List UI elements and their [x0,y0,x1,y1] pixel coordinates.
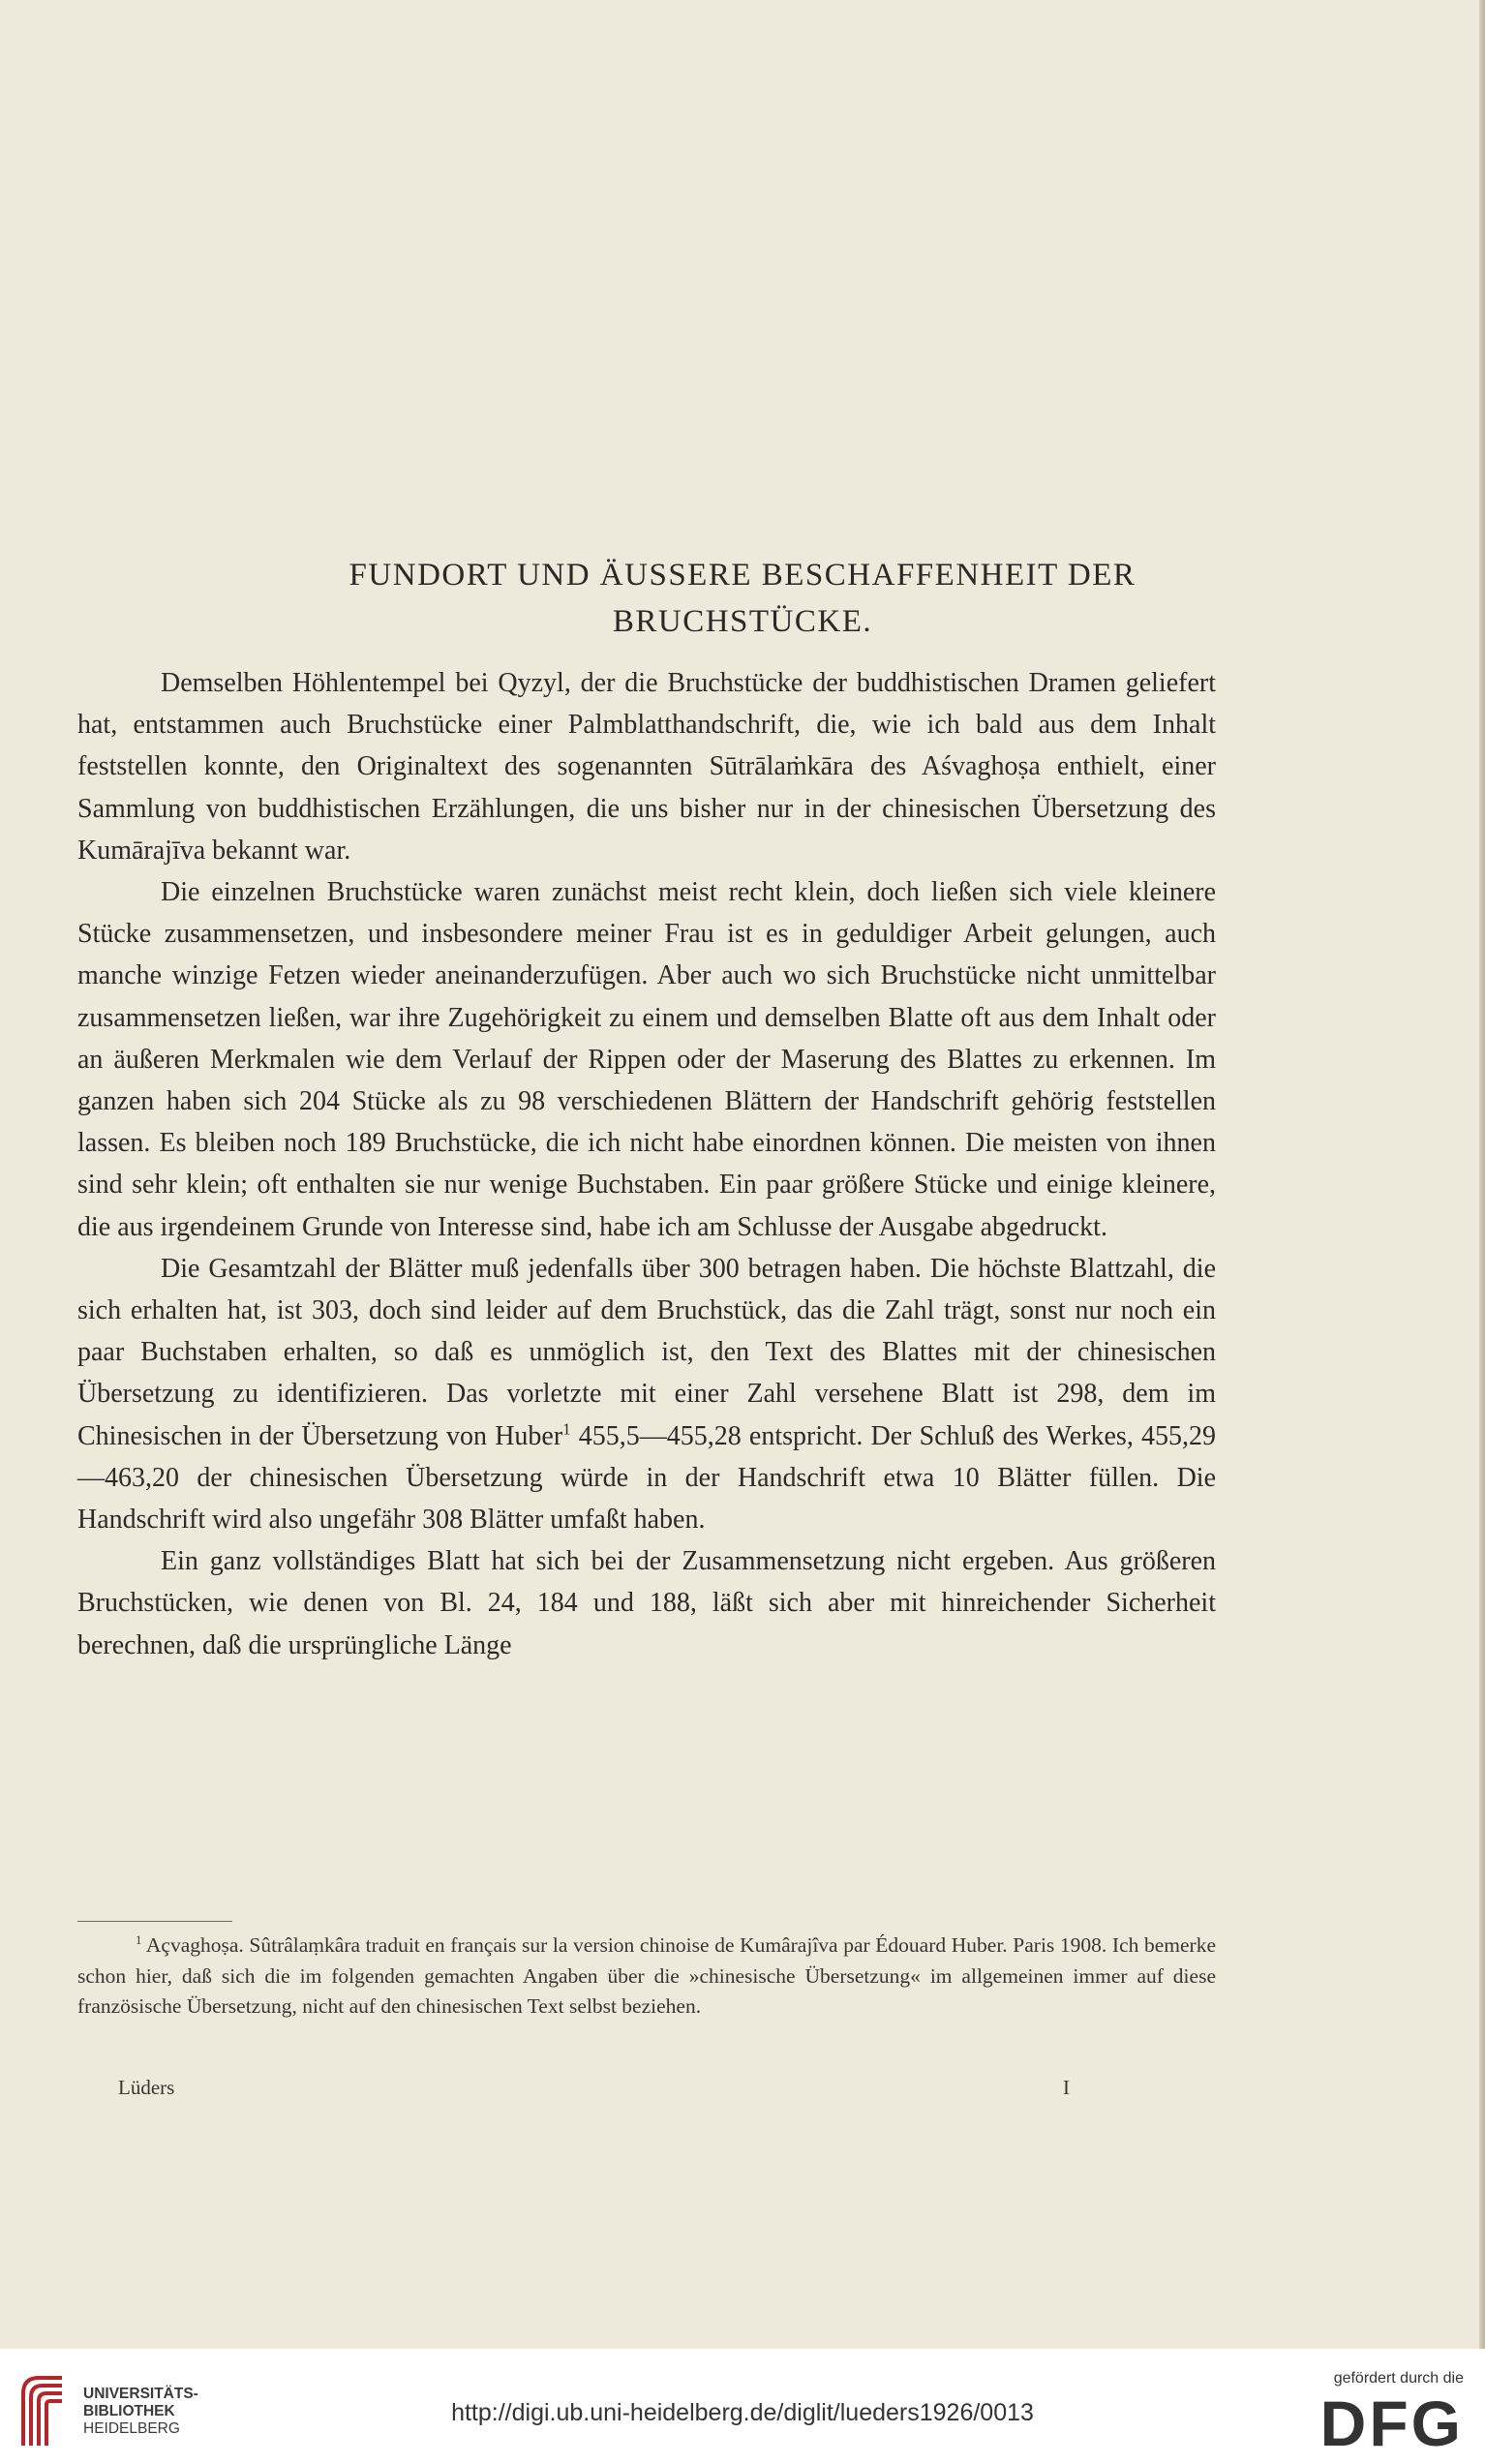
paragraph-2: Die einzelnen Bruchstücke waren zunächst meist recht klein, doch ließen sich viele kleinere Stücke zusammensetzen, und insbesondere meiner Frau ist es in geduldiger Arbeit gelungen, auch manche winzige Fetzen wieder aneinanderzufügen. Aber auch wo sich Bruchstücke nicht unmittelbar zusammensetzen ließen, war ihre Zugehörigkeit zu einem und demselben Blatte oft aus dem Inhalt oder an äußeren Merkmalen wie dem Verlauf der Rippen oder der Maserung des Blattes zu erkennen. Im ganzen haben sich 204 Stücke als zu 98 verschiedenen Blättern der Handschrift gehörig feststellen lassen. Es bleiben noch 189 Bruchstücke, die ich nicht habe einordnen können. Die meisten von ihnen sind sehr klein; oft enthalten sie nur wenige Buchstaben. Ein paar größere Stücke und einige kleinere, die aus irgendeinem Grunde von Interesse sind, habe ich am Schlusse der Ausgabe abgedruckt. [77,877,1216,1242]
chapter-title [97,552,1388,645]
paragraph-3 [77,1248,1216,1540]
footnote [77,1931,1216,2023]
chapter-title-line-2: BRUCHSTÜCKE. [612,604,873,639]
footer-bar [0,2349,1485,2464]
paragraph-4: Ein ganz vollständiges Blatt hat sich bei der Zusammensetzung nicht ergeben. Aus größeren Bruchstücken, wie denen von Bl. 24, 184 und 188, läßt sich aber mit hinreichender Sicherheit berechnen, daß die ursprüngliche Länge [77,1546,1216,1660]
library-name-line-2: BIBLIOTHEK [83,2403,175,2419]
paragraph-1: Demselben Höhlentempel bei Qyzyl, der die Bruchstücke der buddhistischen Dramen geliefert hat, entstammen auch Bruchstücke einer Palmblatthandschrift, die, wie ich bald aus dem Inhalt feststellen konnte, den Originaltext des sogenannten Sūtrālaṁkāra des Aśvaghoṣa enthielt, einer Sammlung von buddhistischen Erzählungen, die uns bisher nur in der chinesischen Übersetzung des Kumārajīva bekannt war. [77,668,1216,866]
page-edge [1479,0,1485,2349]
footnote-paragraph [77,1931,1216,2023]
signature-mark: Lüders [118,2076,175,2099]
library-name-line-3: HEIDELBERG [83,2420,180,2437]
footnote-marker: 1 [136,1932,142,1947]
paragraph-3-part-1: Die Gesamtzahl der Blätter muß jedenfalls über 300 betragen haben. Die höchste Blattzahl, die sich erhalten hat, ist 303, doch sind leider auf dem Bruchstück, das die Zahl trägt, sonst nur noch ein paar Buchstaben erhalten, so daß es unmöglich ist, den Text des Blattes mit der chinesischen Übersetzung zu identifizieren. Das vorletzte mit einer Zahl versehene Blatt ist 298, dem im Chinesischen in der Übersetzung von Huber [77,1253,1216,1451]
footnote-reference: 1 [562,1419,571,1439]
permalink-url[interactable]: http://digi.ub.uni-heidelberg.de/diglit/lueders1926/0013 [451,2399,1034,2426]
body-text [77,662,1216,1666]
library-name-line-1: UNIVERSITÄTS- [83,2386,198,2402]
footnote-text: Açvaghoṣa. Sûtrâlaṃkâra traduit en français sur la version chinoise de Kumârajîva par Édouard Huber. Paris 1908. Ich bemerke schon hier, daß sich die im folgenden gemachten Angaben über die »chinesische Übersetzung« im allgemeinen immer auf diese französische Übersetzung, nicht auf den chinesischen Text selbst beziehen. [77,1933,1216,2019]
signature-number: I [1063,2076,1070,2099]
paragraph-3-part-2: 455,5—455,28 entspricht. Der Schluß des Werkes, 455,29—463,20 der chinesischen Übersetzung würde in der Handschrift etwa 10 Blätter füllen. Die Handschrift wird also ungefähr 308 Blätter umfaßt haben. [77,1420,1216,1536]
chapter-title-line-1: FUNDORT UND ÄUSSERE BESCHAFFENHEIT DER [349,558,1136,593]
sponsor-caption: gefördert durch die [1333,2370,1464,2387]
dfg-logo: DFG [1319,2388,1464,2459]
footnote-divider [77,1921,232,1922]
